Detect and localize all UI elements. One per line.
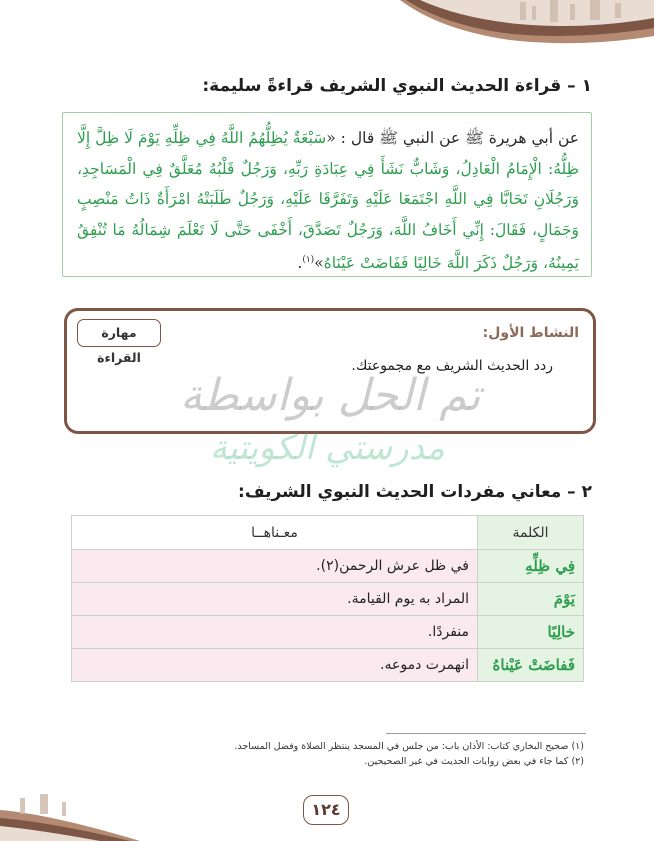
section2-heading: ٢ – معاني مفردات الحديث النبوي الشريف: [238,482,592,502]
section1-heading: ١ – قراءة الحديث النبوي الشريف قراءةً سليمة: [202,76,592,96]
table-meaning-cell: انهمرت دموعه. [72,649,478,682]
watermark-line1: تم الحل بواسطة [180,370,481,421]
table-word-cell: يَوْمَ [478,583,584,616]
table-header-meaning: معـناهــا [72,516,478,550]
footnote-divider [386,733,586,734]
table-row [72,550,584,583]
activity-instruction: ردد الحديث الشريف مع مجموعتك. [351,358,553,374]
hadith-intro: عن أبي هريرة ﷺ عن النبي ﷺ قال : « [326,129,580,147]
table-meaning-cell: المراد به يوم القيامة. [72,583,478,616]
vocab-table [71,515,584,682]
footnote-1: (١) صحيح البخاري كتاب: الأذان باب: من جلس في المسجد ينتظر الصلاة وفضل المساجد. [234,741,584,752]
table-row [72,649,584,682]
hadith-box [62,112,592,277]
page-number: ١٢٤ [303,795,349,825]
bottom-decorative-banner-icon [0,790,140,841]
table-meaning-cell: في ظل عرش الرحمن(٢). [72,550,478,583]
table-word-cell: فَفاضَتْ عَيْناهُ [478,649,584,682]
table-row [72,583,584,616]
hadith-body: سَبْعَةٌ يُظِلُّهُمُ اللَّهُ فِي ظِلِّهِ يَوْمَ لَا ظِلَّ إِلَّا ظِلُّهُ: الْإِمَامُ الْعَادِلُ، وَشَابٌّ نَشَأَ فِي عِبَادَةِ رَبِّهِ، وَرَجُلٌ قَلْبُهُ مُعَلَّقٌ فِي الْمَسَاجِدِ، وَرَجُلَانِ تَحَابَّا فِي اللَّهِ اجْتَمَعَا عَلَيْهِ وَتَفَرَّقَا عَلَيْهِ، وَرَجُلٌ طَلَبَتْهُ امْرَأَةٌ ذَاتُ مَنْصِبٍ وَجَمَالٍ، فَقَالَ: إِنِّي أَخَافُ اللَّهَ، وَرَجُلٌ تَصَدَّقَ، أَخْفَى حَتَّى لَا تَعْلَمَ شِمَالُهُ مَا تُنْفِقُ يَمِينُهُ، وَرَجُلٌ ذَكَرَ اللَّهَ خَالِيًا فَفَاضَتْ عَيْنَاهُ [77,129,579,273]
hadith-text [77,123,579,279]
table-word-cell: فِي ظِلِّهِ [478,550,584,583]
watermark-line2: مدرستي الكويتية [210,428,445,468]
table-row [72,616,584,649]
hadith-end: . [297,254,303,273]
table-word-cell: خالِيًا [478,616,584,649]
footnote-2: (٢) كما جاء في بعض روايات الحديث في غير الصحيحين. [364,756,584,767]
activity-title: النشاط الأول: [482,325,579,341]
hadith-footnote-marker: (١) [302,255,315,265]
table-header-word: الكلمة [478,516,584,550]
hadith-outro: » [314,254,324,273]
skill-badge: مهارة القراءة [77,319,161,347]
table-header-row [72,516,584,550]
table-meaning-cell: منفردًا. [72,616,478,649]
top-decorative-banner-icon [400,0,654,52]
